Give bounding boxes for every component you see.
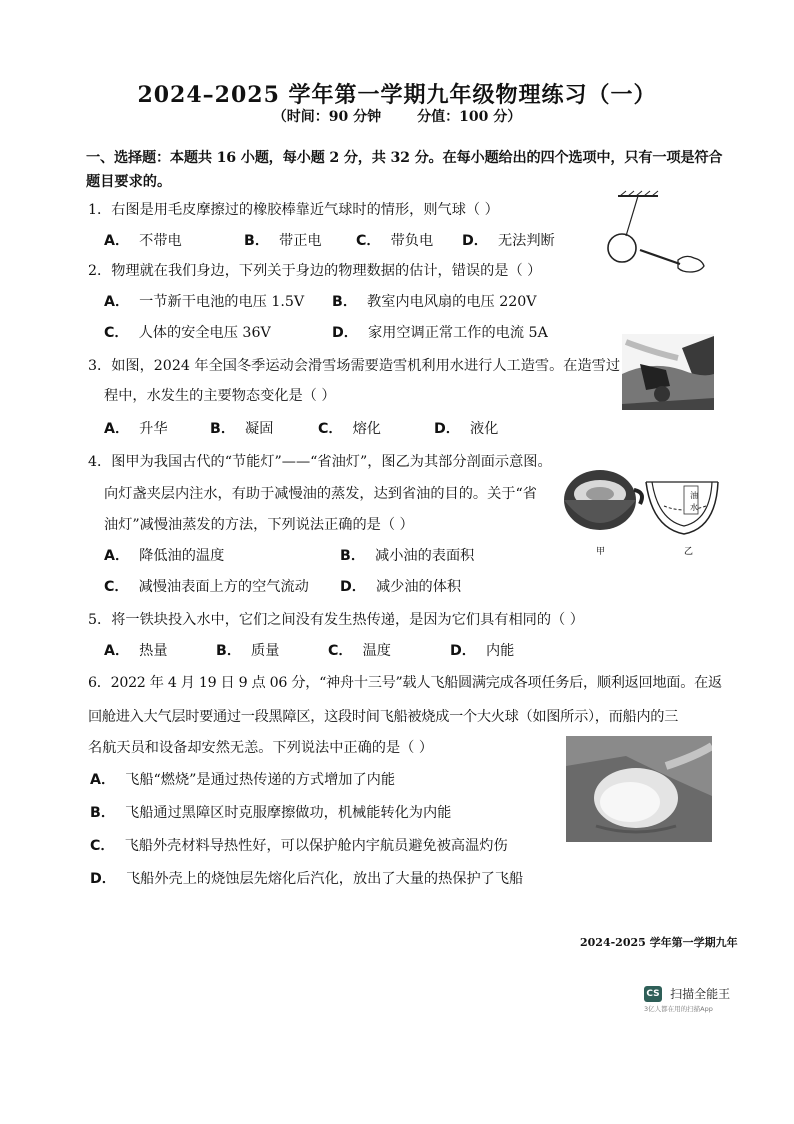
question-6-stem-line3: 名航天员和设备却安然无恙。下列说法中正确的是（ ） [88, 740, 434, 756]
exam-time: （时间：90 分钟 [272, 109, 382, 125]
question-3-stem-line1: 3．如图，2024 年全国冬季运动会滑雪场需要造雪机利用水进行人工造雪。在造雪过 [88, 358, 621, 374]
reentry-capsule-photo [566, 736, 712, 842]
question-1-option-d: D． 无法判断 [462, 233, 555, 249]
question-3-option-b: B． 凝固 [210, 421, 274, 437]
oil-lamp-section [646, 482, 718, 534]
question-1-option-b: B． 带正电 [244, 233, 322, 249]
question-5-option-c: C． 温度 [328, 643, 391, 659]
question-5-option-a: A． 热量 [104, 643, 168, 659]
question-4-option-d: D． 减少油的体积 [340, 579, 462, 595]
section-heading-line2: 题目要求的。 [86, 174, 172, 190]
question-4-option-b: B． 减小油的表面积 [340, 548, 475, 564]
page-footer-label: 2024-2025 学年第一学期九年 [580, 936, 738, 949]
section-heading-line1: 一、选择题：本题共 16 小题，每小题 2 分，共 32 分。在每小题给出的四个选项中，只有一项是符合 [86, 150, 723, 166]
rubber-rod [640, 250, 680, 264]
oil-label: 油 [690, 491, 698, 500]
question-6-option-c: C． 飞船外壳材料导热性好，可以保护舱内宇航员避免被高温灼伤 [90, 838, 508, 854]
question-6-option-a: A． 飞船“燃烧”是通过热传递的方式增加了内能 [90, 772, 396, 788]
exam-info [0, 106, 794, 126]
question-5-stem: 5．将一铁块投入水中，它们之间没有发生热传递，是因为它们具有相同的（ ） [88, 612, 584, 628]
page-title: 2024–2025 学年第一学期九年级物理练习（一） [137, 82, 657, 108]
scanner-logo-tagline: 3亿人都在用的扫描App [644, 1005, 713, 1013]
balloon-rod-figure [600, 190, 720, 280]
balloon [608, 234, 636, 262]
question-2-option-b: B． 教室内电风扇的电压 220V [332, 294, 537, 310]
question-3-stem-line2: 程中，水发生的主要物态变化是（ ） [104, 388, 336, 404]
oil-lamp-photo [564, 470, 642, 530]
string [626, 196, 638, 236]
question-4-option-a: A． 降低油的温度 [104, 548, 225, 564]
scanner-watermark [644, 983, 730, 1013]
water-label: 水 [690, 503, 698, 512]
question-6-option-b: B． 飞船通过黑障区时克服摩擦做功，机械能转化为内能 [90, 805, 452, 821]
scanner-logo-name: 扫描全能王 [670, 987, 731, 1001]
figure-yi-label: 乙 [684, 547, 694, 557]
question-3-option-d: D． 液化 [434, 421, 499, 437]
question-2-stem: 2．物理就在我们身边，下列关于身边的物理数据的估计，错误的是（ ） [88, 263, 542, 279]
question-1-option-a: A． 不带电 [104, 233, 182, 249]
question-6-option-d: D． 飞船外壳上的烧蚀层先熔化后汽化，放出了大量的热保护了飞船 [90, 871, 524, 887]
question-1-option-c: C． 带负电 [356, 233, 434, 249]
question-4-option-c: C． 减慢油表面上方的空气流动 [104, 579, 309, 595]
question-1-stem: 1．右图是用毛皮摩擦过的橡胶棒靠近气球时的情形，则气球（ ） [88, 202, 499, 218]
question-2-option-d: D． 家用空调正常工作的电流 5A [332, 325, 548, 341]
snow-machine-photo [622, 334, 714, 410]
question-2-option-c: C． 人体的安全电压 36V [104, 325, 271, 341]
oil-lamp-figures [560, 462, 720, 558]
question-4-stem-line2: 向灯盏夹层内注水，有助于减慢油的蒸发，达到省油的目的。关于“省 [104, 486, 537, 502]
question-4-stem-line3: 油灯”减慢油蒸发的方法，下列说法正确的是（ ） [104, 517, 414, 533]
question-4-stem-line1: 4．图甲为我国古代的“节能灯”——“省油灯”，图乙为其部分剖面示意图。 [88, 454, 552, 470]
question-6-stem-line2: 回舱进入大气层时要通过一段黑障区，这段时间飞船被烧成一个大火球（如图所示），而船内的三 [88, 709, 679, 725]
hand-outline [678, 256, 704, 272]
scanner-logo-badge: CS [644, 986, 662, 1002]
exam-score: 分值：100 分） [417, 109, 522, 125]
question-3-option-c: C． 熔化 [318, 421, 381, 437]
question-5-option-d: D． 内能 [450, 643, 515, 659]
question-6-stem-line1: 6．2022 年 4 月 19 日 9 点 06 分，“神舟十三号”载人飞船圆满完成各项任务后，顺利返回地面。在返 [88, 675, 722, 691]
question-3-option-a: A． 升华 [104, 421, 168, 437]
question-2-option-a: A． 一节新干电池的电压 1.5V [104, 294, 305, 310]
figure-jia-label: 甲 [596, 547, 606, 557]
question-5-option-b: B． 质量 [216, 643, 280, 659]
